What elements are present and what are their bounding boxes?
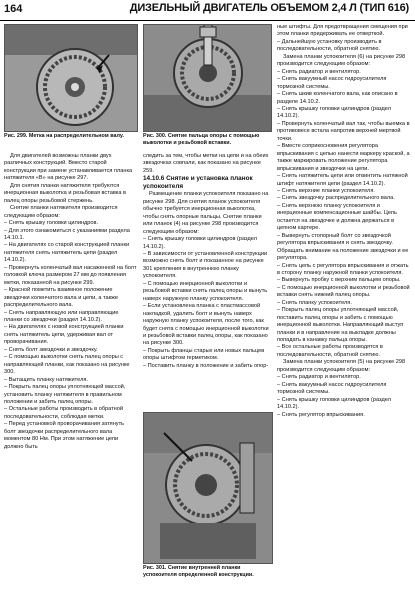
page-title: ДИЗЕЛЬНЫЙ ДВИГАТЕЛЬ ОБЪЕМОМ 2,4 Л (ТИП 616) — [129, 2, 409, 14]
list-item: – Снять шкив коленчатого вала, как описано в разделе 14.10.2. — [277, 91, 398, 105]
list-item: – Перед установкой проворачивания затянуть болт звездочки распределительного вала моментом 80 Нм. При этом натяжение цепи должно быть — [4, 421, 125, 450]
text-column-2 — [143, 153, 271, 408]
list-item: – Снять направляющую или направляющие планки со звездочки (раздел 14.10.2). — [4, 309, 119, 323]
list-item: – Снять звездочку распределительного вала. — [277, 195, 395, 202]
list-item: – Снять крышку головки цилиндров. — [4, 220, 99, 227]
paragraph: Замена планки успокоителя (6) на рисунке 298 производится следующим образом: — [277, 53, 406, 68]
figure-299-photo — [4, 24, 138, 132]
list-item: – Снять регулятор впрыскивания. — [277, 411, 365, 418]
list-item: – С помощью инерционной выколотки и резьбовой вставки снять палец опоры и вынуть наверх наружную планку успокоителя. — [143, 280, 268, 302]
list-item: – Снять вакуумный насос гидроусилителя тормозной системы. — [277, 381, 387, 396]
figure-300-photo — [143, 24, 272, 132]
list-item: – С помощью выколотки снять палец опоры с направляющей планки, как показано на рисунке 300. — [4, 354, 130, 376]
text-column-1 — [4, 153, 137, 598]
list-item: – Снять верхнюю планку успокоителя и инерционные компенсационные шайбы. Цепь остается на звездочке и должна держаться в цепном картере. — [277, 202, 397, 232]
list-item: – Красной пометить взаимное положение звездочки коленчатого вала и цепи, а также распределительного вала. — [4, 287, 118, 309]
list-item: – Снять планку успокоителя. — [277, 299, 352, 306]
text-column-3 — [277, 24, 412, 598]
list-item: – Снять крышку головки цилиндров (раздел 14.10.2). — [277, 105, 391, 120]
list-item: – Снять цепь с регулятора впрыскивания и отжать в сторону планку наружной планки успокоителя. — [277, 262, 409, 276]
list-item: – Провернуть коленчатый вал насаженной на болт головкой ключа размером 27 мм до появления метки, показанной на рисунке 299. — [4, 264, 137, 286]
list-item: – Вывернуть стопорный болт со звездочкой регулятора впрыскивания и снять звездочку. Обращать внимание на положение звездочки и ее регулятора. — [277, 232, 409, 262]
paragraph: следить за тем, чтобы метки на цепи и на обеих звездочках совпали, как показано на рисунке 259. — [143, 153, 269, 174]
figure-301-caption: Рис. 301. Снятие внутренней планки успокоителя определенной конструкции. — [143, 565, 254, 578]
list-item: – Снять крышку головки цилиндров (раздел 14.10.2). — [143, 236, 257, 250]
list-item: – Поставить планку в положение и забить опор- — [143, 362, 269, 369]
list-item: – Снять радиатор и вентилятор. — [277, 374, 361, 381]
paragraph: Снятие планки натяжителя производится следующим образом: — [4, 205, 118, 219]
paragraph: Для двигателей возможны планки двух различных конструкций. Вместо старой конструкции при замене устанавливается планка натяжителя «В» на рисунке 297. — [4, 153, 133, 182]
paragraph: Замена планки успокоителя (5) на рисунке 298 производится следующим образом: — [277, 359, 406, 373]
list-item: – Дальнейшую установку производить в последовательности, обратной снятию. — [277, 38, 382, 53]
figure-299-caption: Рис. 299. Метка на распределительном валу. — [4, 133, 124, 139]
list-item: – Остальные работы производить в обратной последовательности, соблюдая метки. — [4, 406, 124, 420]
list-item: – Вместе соприкосновения регулятора впрыскивания с цепью нанести маркеру краской, а также маркировать положение регулятора впрыскивания и звездочки на цепи. — [277, 143, 410, 172]
list-item: – Снять верхние планки успокоителя. — [277, 187, 375, 194]
section-heading: 14.10.6 Снятие и установка планок успокоителя — [143, 175, 253, 191]
list-item: – Покрыть палец опоры уплотняющей массой, установить планку натяжителя в правильном положении и забить палец опоры. — [4, 384, 126, 405]
figure-300-caption: Рис. 300. Снятие пальца опоры с помощью выколотки и резьбовой вставки. — [143, 133, 260, 146]
figure-301-photo — [143, 412, 273, 564]
list-item: – Снять крышку головки цилиндров (раздел 14.10.2). — [277, 396, 391, 411]
list-item: – Все остальные работы производятся в последовательности, обратной снятию. — [277, 344, 383, 358]
paragraph: Размещение планки успокоителя показано на рисунке 298. Для снятия планок успокоителя обычно требуется инерционная выколотка, чтобы снять опорные пальцы. Снятие планки или планок (4) на рисунке 298 производится следующим образом: — [143, 191, 269, 235]
list-item: – Снять натяжитель цепи или отвинтить натяжной штифт натяжителя цепи (раздел 14.10.2). — [277, 173, 408, 187]
list-item: – Провернуть коленчатый вал так, чтобы выемка в противовесе встала напротив верхней мертвой точки. — [277, 120, 410, 142]
list-item: – Для этого ознакомиться с указаниями раздела 14.10.1. — [4, 227, 130, 241]
list-item: – Вывернуть пробку с верхним пальцем опоры. — [277, 277, 401, 284]
page-number: 164 — [4, 3, 23, 15]
list-item: – В зависимости от установленной конструкции возможно снять болт и показанное на рисунке 301 крепления в внутреннюю планку успокоителя. — [143, 250, 268, 280]
list-item: – На двигателях со старой конструкцией планки натяжителя снять натяжитель цепи (раздел 14.10.2). — [4, 242, 130, 264]
page-header — [0, 0, 415, 21]
list-item: – Снять болт звездочки и звездочку. — [4, 346, 98, 353]
list-item: – Если установлена планка с пластмассовой накладкой, удалить болт и вынуть наверх наружную планку успокоителя, после того, как будет снята с помощью инерционной выколотки и резьбовой вставки палец опоры, как показано на рисунке 300. — [143, 303, 269, 347]
paragraph: ные штифты. Для предотвращения смещения при этом планки придерживать ее отверткой. — [277, 24, 408, 38]
list-item: – Снять радиатор и вентилятор. — [277, 68, 361, 75]
list-item: – Вытащить планку натяжителя. — [4, 376, 88, 383]
list-item: – С помощью инерционной выколотки и резьбовой вставки снять нижний палец опоры. — [277, 284, 410, 299]
list-item: – Покрыть палец опоры уплотняющей массой, поставить палец опоры и забить с помощью инерционной выколотки. Направляющий выступ планки и в направление на выкладке должны попадать в канавку пальца опоры. — [277, 307, 404, 344]
list-item: – Снять вакуумный насос гидроусилителя тормозной системы. — [277, 76, 387, 90]
paragraph: Для снятия планки натяжителя требуются инерционная выколотка и резьбовая вставка в палец опоры резьбовой стержень. — [4, 182, 127, 204]
list-item: – Покрыть фланцы старых или новых пальцев опоры штифтом герметиком. — [143, 347, 265, 362]
list-item: – На двигателях с новой конструкцией планки снять натяжитель цепи, удерживая вал от проворачивания. — [4, 324, 124, 346]
